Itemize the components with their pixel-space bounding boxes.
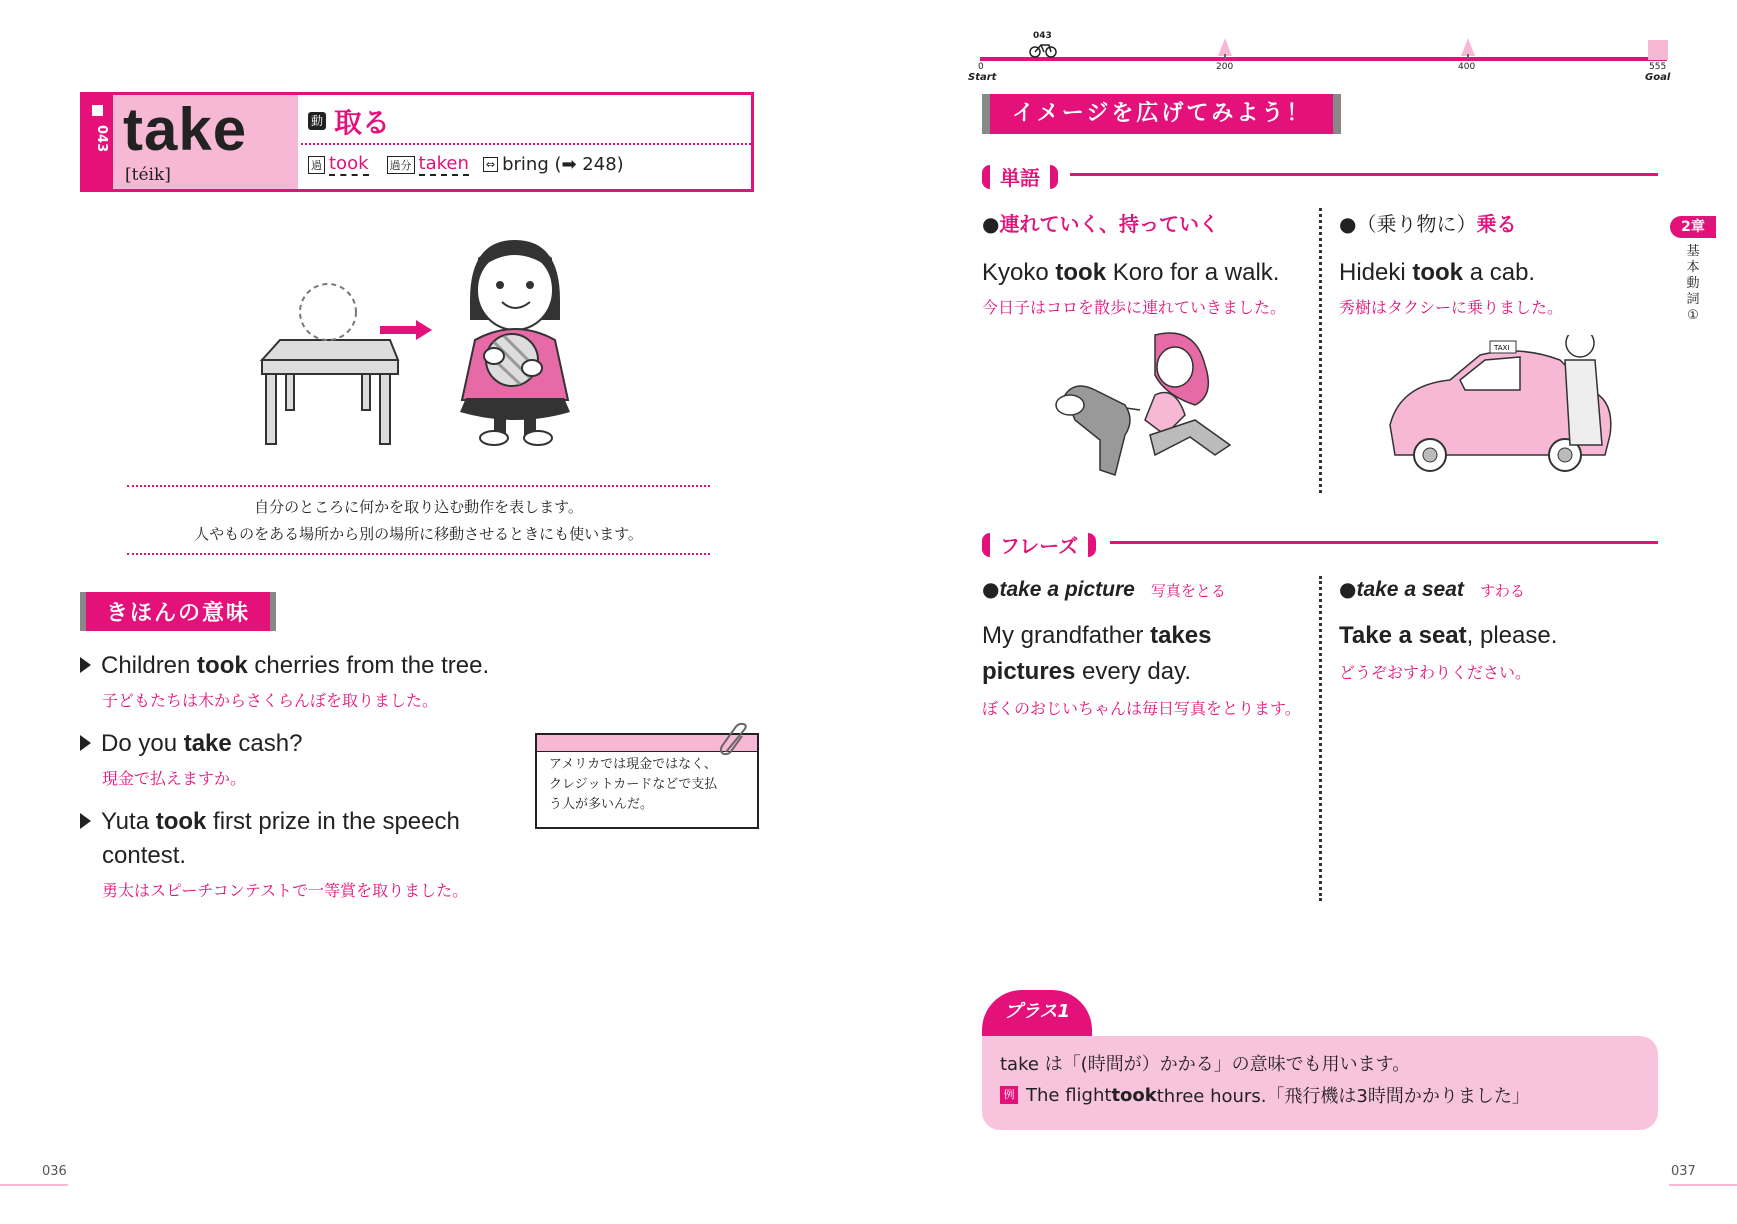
- description-bottom-line: [127, 553, 710, 555]
- headword: take: [123, 96, 248, 163]
- chapter-title-char-1: 基: [1686, 244, 1700, 259]
- phrase-1-line1-bold: takes: [1150, 622, 1212, 649]
- tango-rule: [1070, 173, 1658, 176]
- sense-2: [1339, 208, 1563, 318]
- example-3-post: first prize in the speech: [206, 808, 460, 835]
- chapter-tab[interactable]: 2章: [1670, 216, 1716, 238]
- phrase-1-line2-post: every day.: [1075, 658, 1191, 685]
- progress-track: [980, 57, 1667, 61]
- dot-icon: ●: [982, 577, 1000, 601]
- entry-number: 043: [94, 125, 109, 153]
- past-form: took: [329, 153, 369, 174]
- past-tag: 過: [308, 156, 325, 174]
- plus-line-1: take は「(時間が）かかる」の意味でも用います。: [1000, 1054, 1411, 1075]
- progress-goal: Goal: [1645, 72, 1671, 83]
- tree-icon-400: [1461, 38, 1475, 60]
- example-2-pre: Do you: [101, 730, 184, 757]
- chapter-title: [1683, 244, 1703, 324]
- example-icon: 例: [1000, 1086, 1018, 1104]
- phrase-tab: [982, 530, 1096, 559]
- bullet-icon: [80, 813, 91, 829]
- related-icon: ⇔: [483, 157, 498, 172]
- phrase-1-jp-title: 写真をとる: [1150, 582, 1226, 600]
- sense-2-post: a cab.: [1463, 259, 1536, 286]
- past-participle-tag: 過分: [387, 156, 415, 174]
- sense-2-prefix: （乗り物に）: [1356, 212, 1477, 236]
- tick-555: 555: [1649, 62, 1667, 72]
- kihon-title: きほんの意味: [86, 592, 270, 631]
- phrase-2-jp-title: すわる: [1479, 582, 1525, 600]
- verb-icon: 動: [308, 112, 326, 130]
- memo-line-1: アメリカでは現金ではなく、: [549, 757, 717, 772]
- phrase-1-line1-pre: My grandfather: [982, 622, 1151, 649]
- plus-example: [1000, 1082, 1530, 1108]
- taxi-illustration: [1380, 335, 1620, 485]
- description-top-line: [127, 485, 710, 487]
- chapter-title-char-2: 本: [1686, 260, 1700, 275]
- kihon-bar-right: [270, 592, 276, 631]
- progress-current-label: 043: [1033, 31, 1052, 41]
- headword-panel: [83, 95, 298, 189]
- example-1: [80, 652, 489, 711]
- taxi-sign: TAXI: [1494, 344, 1510, 352]
- plus-label: プラス1: [1004, 1001, 1070, 1022]
- sense-2-bold: took: [1412, 259, 1464, 286]
- bicycle-icon: [1028, 41, 1058, 59]
- phrase-rule: [1110, 541, 1658, 544]
- phrase-2: [1339, 577, 1557, 683]
- example-2-jp: 現金で払えますか。: [102, 769, 247, 788]
- memo-line-2: クレジットカードなどで支払: [549, 777, 718, 792]
- tick-200: 200: [1216, 62, 1234, 72]
- memo-line-3: う人が多いんだ。: [549, 797, 654, 812]
- tick-0: 0: [978, 62, 984, 72]
- memo-text: [537, 752, 757, 818]
- example-3-line2: contest.: [102, 842, 187, 869]
- description: [127, 494, 710, 548]
- related-word: bring (➡ 248): [502, 154, 624, 175]
- tango-tab: [982, 162, 1058, 191]
- sense-1-bold: took: [1055, 259, 1107, 286]
- tango-divider: [1319, 208, 1322, 493]
- phrase-1: [982, 577, 1301, 719]
- sense-1-post: Koro for a walk.: [1106, 259, 1280, 286]
- tree-icon-200: [1218, 38, 1232, 60]
- example-3: [80, 808, 468, 901]
- plus-box: [982, 1036, 1658, 1130]
- description-line-2: 人やものをある場所から別の場所に移動させるときにも使います。: [194, 525, 643, 543]
- phrase-2-jp: どうぞおすわりください。: [1339, 663, 1532, 682]
- chapter-title-char-4: 詞: [1686, 292, 1700, 307]
- example-2-bold: take: [183, 730, 232, 757]
- dot-icon: ●: [1339, 212, 1357, 236]
- paperclip-icon: [718, 722, 752, 758]
- past-participle-form: taken: [418, 153, 469, 174]
- banner-bar-left: [982, 94, 990, 134]
- sense-2-pre: Hideki: [1339, 259, 1413, 286]
- plus-tab: [982, 990, 1092, 1040]
- example-2-post: cash?: [231, 730, 303, 757]
- entry-divider: [301, 143, 751, 145]
- right-page-number: 037: [1671, 1164, 1696, 1179]
- sense-1-pre: Kyoko: [982, 259, 1056, 286]
- dog-walk-illustration: [1045, 325, 1245, 490]
- phrase-1-line2-bold: pictures: [982, 658, 1076, 685]
- meaning: 取る: [334, 106, 391, 139]
- example-1-post: cherries from the tree.: [247, 652, 490, 679]
- bullet-icon: [80, 735, 91, 751]
- left-page-number: 036: [42, 1164, 67, 1179]
- forms-row: [308, 153, 624, 176]
- example-1-pre: Children: [101, 652, 198, 679]
- example-2: [80, 730, 302, 789]
- sense-1: [982, 208, 1286, 318]
- phrase-1-title: take a picture: [999, 578, 1135, 601]
- banner-bar-right: [1333, 94, 1341, 134]
- left-page-rule: [0, 1184, 68, 1186]
- tick-400: 400: [1458, 62, 1476, 72]
- entry-number-strip: [83, 95, 113, 189]
- take-illustration: [250, 230, 590, 450]
- description-line-1: 自分のところに何かを取り込む動作を表します。: [254, 498, 583, 516]
- meaning-row: [308, 101, 390, 141]
- phrase-1-jp: ぼくのおじいちゃんは毎日写真をとります。: [982, 699, 1301, 718]
- example-1-bold: took: [197, 652, 248, 679]
- dot-icon: ●: [1339, 577, 1357, 601]
- pronunciation: [téik]: [125, 165, 171, 185]
- goal-flag-icon: [1648, 40, 1668, 60]
- tango-label: 単語: [1000, 166, 1040, 190]
- sense-2-jp: 秀樹はタクシーに乗りました。: [1339, 298, 1564, 317]
- right-page-rule: [1669, 1184, 1737, 1186]
- phrase-divider: [1319, 576, 1322, 901]
- image-banner: [982, 94, 1341, 134]
- progress-start: Start: [968, 72, 997, 83]
- plus-example-bold: took: [1111, 1084, 1157, 1106]
- kihon-header: [80, 592, 276, 631]
- plus-example-pre: The flight: [1026, 1084, 1112, 1106]
- sense-1-jp: 今日子はコロを散歩に連れていきました。: [982, 298, 1287, 317]
- chapter-title-char-3: 動: [1686, 276, 1700, 291]
- example-1-jp: 子どもたちは木からさくらんぼを取りました。: [102, 691, 439, 710]
- example-3-bold: took: [155, 808, 207, 835]
- chapter-sub: ①: [1687, 308, 1699, 323]
- example-3-pre: Yuta: [101, 808, 156, 835]
- example-3-jp: 勇太はスピーチコンテストで一等賞を取りました。: [102, 881, 469, 900]
- banner-title: イメージを広げてみよう！: [990, 94, 1333, 134]
- sense-2-title: 乗る: [1476, 212, 1517, 236]
- word-entry-box: [80, 92, 754, 192]
- plus-example-post: three hours.「飛行機は3時間かかりました」: [1156, 1086, 1530, 1107]
- phrase-label: フレーズ: [1000, 534, 1079, 558]
- checkbox-icon[interactable]: [92, 105, 103, 116]
- sense-1-title: 連れていく、持っていく: [999, 212, 1220, 236]
- phrase-2-title: take a seat: [1356, 578, 1464, 601]
- bullet-icon: [80, 657, 91, 673]
- dot-icon: ●: [982, 212, 1000, 236]
- phrase-2-post: , please.: [1466, 622, 1558, 649]
- phrase-2-bold: Take a seat: [1339, 622, 1467, 649]
